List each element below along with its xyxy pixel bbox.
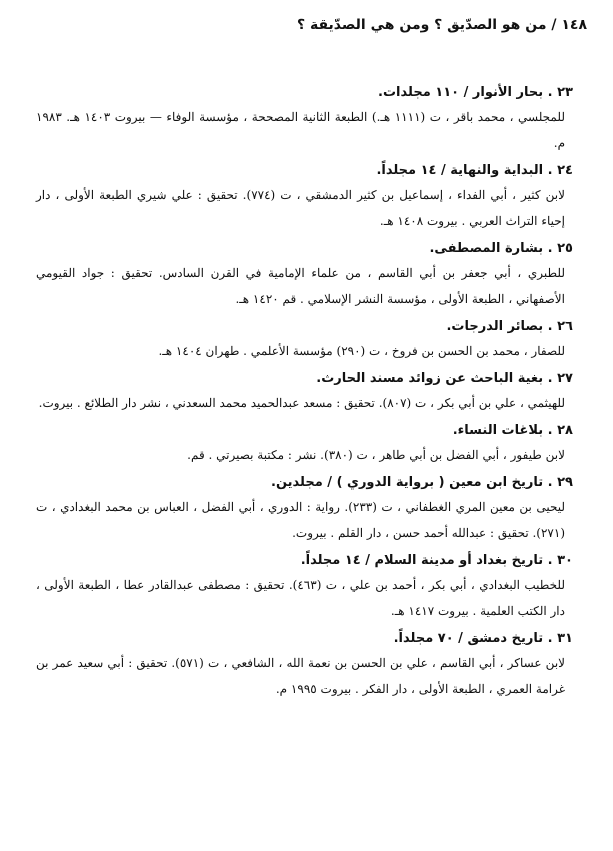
entry-text: لابن عساكر ، أبي القاسم ، علي بن الحسن بن نعمة الله ، الشافعي ، ت (٥٧١). تحقيق : أبي سعيد عمر بن غرامة العمري ، الطبعة الأولى ، دار الفكر . بيروت ١٩٩٥ م. — [36, 656, 566, 696]
entry-title: ٢٥ . بشارة المصطفى. — [429, 241, 573, 256]
bibliography-entry — [36, 316, 577, 364]
entry-text: للخطيب البغدادي ، أبي بكر ، أحمد بن علي ، ت (٤٦٣). تحقيق : مصطفى عبدالقادر عطا ، الطبعة الأولى ، دار الكتب العلمية . بيروت ١٤١٧ هـ. — [36, 578, 565, 618]
bibliography-entry — [36, 82, 577, 156]
entry-title: ٢٣ . بحار الأنوار / ١١٠ مجلدات. — [378, 85, 573, 100]
bibliography-entry — [36, 238, 577, 312]
entry-text: ليحيى بن معين المري الغطفاني ، ت (٢٣٣). رواية : الدوري ، أبي الفضل ، العباس بن محمد البغدادي ، ت (٢٧١). تحقيق : عبدالله أحمد حسن ، دار القلم . بيروت. — [36, 500, 565, 540]
entry-title: ٢٩ . تاريخ ابن معين ( برواية الدوري ) / مجلدين. — [271, 475, 573, 490]
entry-text: للصفار ، محمد بن الحسن بن فروخ ، ت (٢٩٠) مؤسسة الأعلمي . طهران ١٤٠٤ هـ. — [158, 344, 565, 358]
bibliography-entry — [36, 472, 577, 546]
bibliography-entry — [36, 368, 577, 416]
running-header: ١٤٨ / من هو الصدّيق ؟ ومن هي الصدّيقة ؟ — [296, 17, 587, 33]
entry-text: للهيثمي ، علي بن أبي بكر ، ت (٨٠٧). تحقيق : مسعد عبدالحميد محمد السعدني ، نشر دار الطلائع . بيروت. — [38, 396, 565, 410]
entry-text: لابن كثير ، أبي الفداء ، إسماعيل بن كثير الدمشقي ، ت (٧٧٤). تحقيق : علي شيري الطبعة الأولى ، دار إحياء التراث العربي . بيروت ١٤٠٨ هـ. — [36, 188, 565, 228]
bibliography-entry — [36, 550, 577, 624]
entry-title: ٢٧ . بغية الباحث عن زوائد مسند الحارث. — [316, 371, 573, 386]
bibliography-list — [36, 82, 577, 706]
bibliography-entry — [36, 420, 577, 468]
entry-title: ٢٤ . البداية والنهاية / ١٤ مجلداً. — [376, 163, 573, 178]
entry-text: للطبري ، أبي جعفر بن أبي القاسم ، من علماء الإمامية في القرن السادس. تحقيق : جواد القيومي الأصفهاني ، الطبعة الأولى ، مؤسسة النشر الإسلامي . قم ١٤٢٠ هـ. — [36, 266, 565, 306]
bibliography-entry — [36, 628, 577, 702]
entry-text: للمجلسي ، محمد باقر ، ت (١١١١ هـ.) الطبعة الثانية المصححة ، مؤسسة الوفاء — بيروت ١٤٠٣ هـ. ١٩٨٣ م. — [36, 110, 565, 150]
entry-title: ٣١ . تاريخ دمشق / ٧٠ مجلداً. — [393, 631, 573, 646]
entry-title: ٢٨ . بلاغات النساء. — [452, 423, 573, 438]
entry-text: لابن طيفور ، أبي الفضل بن أبي طاهر ، ت (٣٨٠). نشر : مكتبة بصيرتي . قم. — [187, 448, 565, 462]
entry-title: ٣٠ . تاريخ بغداد أو مدينة السلام / ١٤ مجلداً. — [300, 553, 573, 568]
bibliography-entry — [36, 160, 577, 234]
entry-title: ٢٦ . بصائر الدرجات. — [446, 319, 573, 334]
